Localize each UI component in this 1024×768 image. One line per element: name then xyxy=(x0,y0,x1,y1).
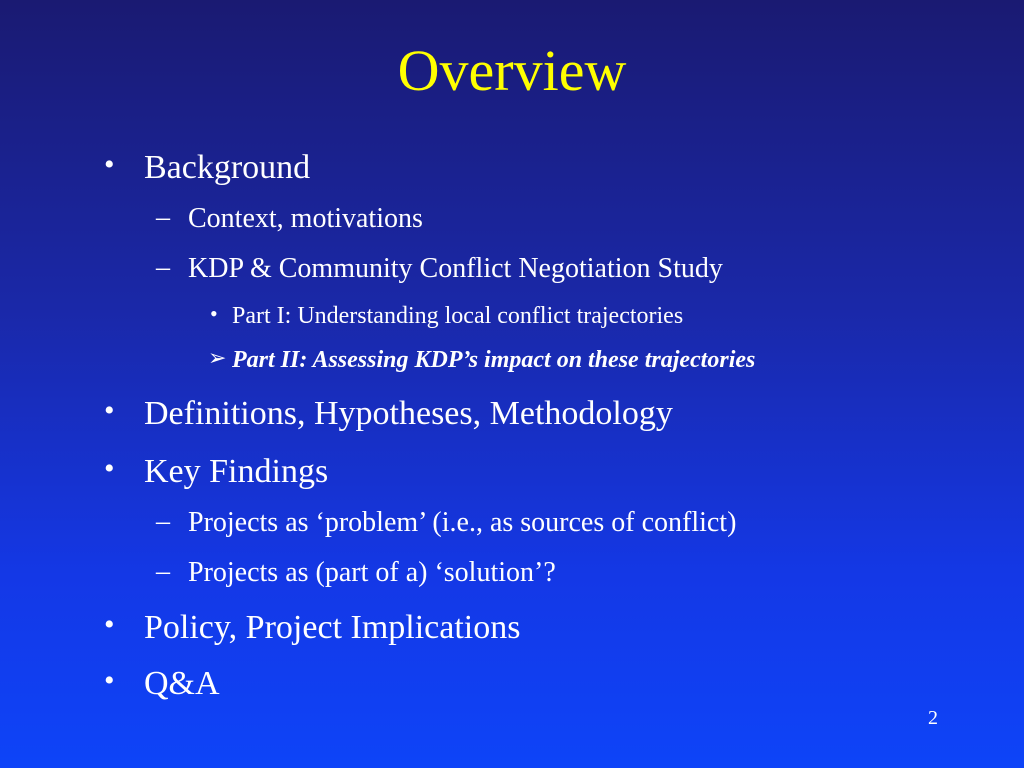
slide-title: Overview xyxy=(397,38,627,103)
list-item-text: Projects as ‘problem’ (i.e., as sources of conflict) xyxy=(188,507,737,538)
list-item-text: Context, motivations xyxy=(188,203,423,234)
bullet-icon: • xyxy=(104,452,115,485)
dash-icon: – xyxy=(156,202,170,233)
list-item-text: Background xyxy=(144,149,311,186)
list-item-text: Policy, Project Implications xyxy=(144,609,521,646)
list-item-text: Definitions, Hypotheses, Methodology xyxy=(144,395,673,432)
bullet-icon: • xyxy=(104,148,115,181)
dash-icon: – xyxy=(156,506,170,537)
list-item-text: Part II: Assessing KDP’s impact on these trajectories xyxy=(232,347,756,373)
list-item-text: Key Findings xyxy=(144,453,329,490)
bullet-icon: • xyxy=(210,301,218,326)
dash-icon: – xyxy=(156,252,170,283)
list-item-text: KDP & Community Conflict Negotiation Study xyxy=(188,253,723,284)
dash-icon: – xyxy=(156,556,170,587)
page-number: 2 xyxy=(928,707,938,729)
list-item-text: Q&A xyxy=(144,665,220,702)
list-item-text: Part I: Understanding local conflict trajectories xyxy=(232,303,684,329)
arrow-bullet-icon: ➢ xyxy=(208,345,227,370)
list-item-text: Projects as (part of a) ‘solution’? xyxy=(188,557,556,588)
bullet-icon: • xyxy=(104,608,115,641)
bullet-icon: • xyxy=(104,394,115,427)
bullet-icon: • xyxy=(104,664,115,697)
